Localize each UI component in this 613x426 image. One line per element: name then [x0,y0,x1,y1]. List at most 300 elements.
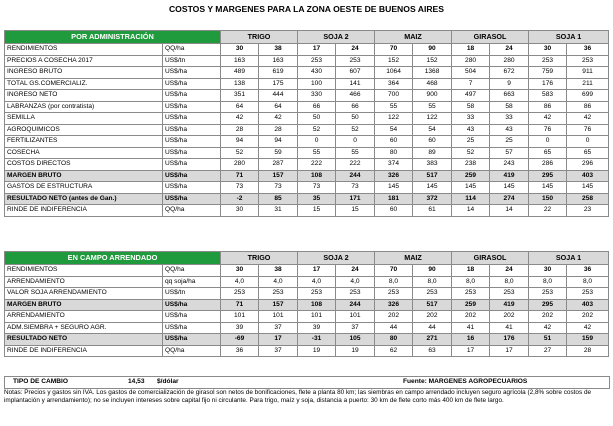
cell-value: 60 [413,136,452,148]
table-row [5,124,609,136]
cell-value: 0 [336,136,375,148]
cell-value: 8,0 [452,276,490,288]
cell-value: 24 [490,44,529,56]
cell-value: 157 [259,299,298,311]
cell-value: 36 [567,265,609,277]
cell-value: 8,0 [490,276,529,288]
cell-value: 259 [452,170,490,182]
cell-value: 253 [336,55,375,67]
cell-value: 145 [375,182,413,194]
cell-value: 700 [375,90,413,102]
cell-value: 55 [413,101,452,113]
table-row [5,67,609,79]
cell-value: 30 [529,44,567,56]
cell-value: 73 [298,182,336,194]
row-unit: qq soja/ha [163,276,221,288]
table-row [5,345,609,357]
cell-value: 76 [567,124,609,136]
cell-value: 39 [221,322,259,334]
cell-value: 43 [452,124,490,136]
cell-value: 14 [452,205,490,217]
cell-value: 18 [452,265,490,277]
arrendado-table [4,251,609,357]
cell-value: 202 [490,311,529,323]
cell-value: 253 [375,288,413,300]
cell-value: 37 [259,345,298,357]
cell-value: 23 [567,205,609,217]
cell-value: 145 [529,182,567,194]
cell-value: 33 [490,113,529,125]
cell-value: 4,0 [259,276,298,288]
cell-value: 1368 [413,67,452,79]
row-unit: US$/ha [163,78,221,90]
row-unit: US$/ha [163,101,221,113]
cell-value: 244 [336,170,375,182]
table-row [5,276,609,288]
cell-value: 163 [259,55,298,67]
cell-value: 55 [336,147,375,159]
cell-value: 202 [529,311,567,323]
cell-value: 18 [452,44,490,56]
cell-value: 17 [490,345,529,357]
cell-value: 517 [413,299,452,311]
row-label: COSTOS DIRECTOS [5,159,163,171]
cell-value: 101 [259,311,298,323]
table-row [5,265,609,277]
cell-value: 259 [452,299,490,311]
cell-value: 15 [298,205,336,217]
cell-value: 94 [221,136,259,148]
table-row [5,334,609,346]
table-row [5,311,609,323]
cell-value: 176 [490,334,529,346]
cell-value: 253 [529,288,567,300]
cell-value: 141 [336,78,375,90]
cell-value: 280 [452,55,490,67]
row-unit: US$/ha [163,147,221,159]
cell-value: -31 [298,334,336,346]
cell-value: 90 [413,265,452,277]
cell-value: 62 [375,345,413,357]
cell-value: 58 [452,101,490,113]
cell-value: 419 [490,299,529,311]
arrendado-section-label: EN CAMPO ARRENDADO [5,252,221,265]
cell-value: 295 [529,299,567,311]
cell-value: 101 [221,311,259,323]
cell-value: 60 [375,136,413,148]
arrendado-header-row [5,252,609,265]
fx-unit: $/dólar [157,378,179,385]
cell-value: 44 [375,322,413,334]
cell-value: 38 [259,44,298,56]
cell-value: 86 [529,101,567,113]
crop-header-trigo: TRIGO [221,31,298,44]
cell-value: 253 [298,288,336,300]
cell-value: 253 [221,288,259,300]
cell-value: 351 [221,90,259,102]
cell-value: 244 [336,299,375,311]
cell-value: 122 [375,113,413,125]
cell-value: 330 [298,90,336,102]
cell-value: 253 [298,55,336,67]
table-row [5,55,609,67]
row-label: INGRESO NETO [5,90,163,102]
row-unit: US$/ha [163,299,221,311]
cell-value: 145 [413,182,452,194]
cell-value: 271 [413,334,452,346]
cell-value: 364 [375,78,413,90]
row-label: GASTOS DE ESTRUCTURA [5,182,163,194]
row-label: RENDIMIENTOS [5,265,163,277]
cell-value: 41 [490,322,529,334]
cell-value: 17 [298,44,336,56]
row-label: COSECHA [5,147,163,159]
cell-value: 86 [567,101,609,113]
cell-value: 163 [221,55,259,67]
cell-value: 403 [567,170,609,182]
cell-value: 30 [221,265,259,277]
cell-value: 66 [336,101,375,113]
cell-value: 222 [336,159,375,171]
row-unit: US$/tn [163,288,221,300]
cell-value: 911 [567,67,609,79]
row-unit: US$/ha [163,90,221,102]
cell-value: 157 [259,170,298,182]
cell-value: 28 [567,345,609,357]
fx-value: 14,53 [128,378,145,385]
cell-value: 54 [375,124,413,136]
cell-value: 94 [259,136,298,148]
table-row [5,136,609,148]
cell-value: 4,0 [298,276,336,288]
cell-value: 202 [567,311,609,323]
cell-value: 466 [336,90,375,102]
cell-value: 114 [452,193,490,205]
cell-value: 759 [529,67,567,79]
cell-value: 101 [336,311,375,323]
row-unit: QQ/ha [163,345,221,357]
cell-value: 44 [413,322,452,334]
cell-value: 100 [298,78,336,90]
row-unit: US$/ha [163,67,221,79]
cell-value: 1064 [375,67,413,79]
table-row [5,170,609,182]
cell-value: 517 [413,170,452,182]
table-row [5,322,609,334]
cell-value: 122 [413,113,452,125]
table-row [5,182,609,194]
cell-value: 253 [567,55,609,67]
row-unit: US$/ha [163,322,221,334]
cell-value: 152 [375,55,413,67]
table-row [5,113,609,125]
row-label: PRECIOS A COSECHA 2017 [5,55,163,67]
row-label: FERTILIZANTES [5,136,163,148]
cell-value: 150 [529,193,567,205]
cell-value: 58 [490,101,529,113]
row-label: ADM.SIEMBRA + SEGURO AGR. [5,322,163,334]
cell-value: 57 [490,147,529,159]
cell-value: 19 [298,345,336,357]
cell-value: 0 [567,136,609,148]
cell-value: 66 [298,101,336,113]
cell-value: 76 [529,124,567,136]
footnotes: Notas: Precios y gastos sin IVA. Los gastos de comercialización de girasol son netos de bonificaciones, flete a planta 80 km; las siembras en campo arrendado incluyen seguro agrícola (2,8% sobre costos de implantación y arrendamiento); no se incluyen intereses sobre capital fijo ni circulante. Para trigo, maíz y soja, distancia a puerto: 30 km de flete corto más 400 km de flete largo. [4,389,592,405]
cell-value: 152 [413,55,452,67]
cell-value: 468 [413,78,452,90]
cell-value: 42 [221,113,259,125]
cell-value: 50 [298,113,336,125]
cell-value: 497 [452,90,490,102]
cell-value: 15 [336,205,375,217]
cell-value: 8,0 [567,276,609,288]
cell-value: 71 [221,299,259,311]
crop-header-girasol: GIRASOL [452,31,529,44]
cell-value: 80 [375,334,413,346]
cell-value: 108 [298,170,336,182]
cell-value: 42 [529,322,567,334]
cell-value: 42 [567,322,609,334]
cell-value: 22 [529,205,567,217]
table-row [5,193,609,205]
cell-value: 71 [221,170,259,182]
crop-header-maiz: MAIZ [375,31,452,44]
cell-value: 4,0 [336,276,375,288]
row-unit: US$/ha [163,159,221,171]
cell-value: 326 [375,299,413,311]
cell-value: 287 [259,159,298,171]
cell-value: 17 [259,334,298,346]
cell-value: 663 [490,90,529,102]
cell-value: 43 [490,124,529,136]
cell-value: 253 [490,288,529,300]
cell-value: 42 [567,113,609,125]
cell-value: 42 [259,113,298,125]
cell-value: 52 [452,147,490,159]
cell-value: 138 [221,78,259,90]
row-label: LABRANZAS (por contratista) [5,101,163,113]
cell-value: 55 [298,147,336,159]
row-label: ARRENDAMIENTO [5,311,163,323]
row-unit: QQ/ha [163,205,221,217]
cell-value: 63 [413,345,452,357]
cell-value: -2 [221,193,259,205]
row-unit: US$/ha [163,170,221,182]
cell-value: 326 [375,170,413,182]
row-unit: US$/ha [163,124,221,136]
row-unit: US$/ha [163,334,221,346]
cell-value: 374 [375,159,413,171]
cell-value: 211 [567,78,609,90]
cell-value: 8,0 [375,276,413,288]
cell-value: 65 [567,147,609,159]
cell-value: 30 [221,205,259,217]
admin-header-row [5,31,609,44]
row-label: RINDE DE INDIFERENCIA [5,345,163,357]
exchange-rate-bar [4,376,610,389]
row-label: MARGEN BRUTO [5,299,163,311]
cell-value: 286 [529,159,567,171]
row-label: RENDIMIENTOS [5,44,163,56]
cell-value: 39 [298,322,336,334]
cell-value: 171 [336,193,375,205]
cell-value: 73 [221,182,259,194]
cell-value: 60 [375,205,413,217]
cell-value: 101 [298,311,336,323]
row-unit: QQ/ha [163,265,221,277]
cell-value: 14 [490,205,529,217]
table-row [5,159,609,171]
cell-value: 51 [529,334,567,346]
admin-section-label: POR ADMINISTRACIÓN [5,31,221,44]
cell-value: 296 [567,159,609,171]
row-label: SEMILLA [5,113,163,125]
cell-value: 607 [336,67,375,79]
table-row [5,299,609,311]
cell-value: 430 [298,67,336,79]
table-row [5,288,609,300]
cell-value: 52 [336,124,375,136]
row-label: AGROQUIMICOS [5,124,163,136]
cell-value: 73 [336,182,375,194]
crop-header-trigo: TRIGO [221,252,298,265]
cell-value: 41 [452,322,490,334]
cell-value: 105 [336,334,375,346]
cell-value: 4,0 [221,276,259,288]
cell-value: 24 [490,265,529,277]
cell-value: 202 [413,311,452,323]
cell-value: 30 [529,265,567,277]
page-title: COSTOS Y MARGENES PARA LA ZONA OESTE DE BUENOS AIRES [168,4,445,14]
cell-value: 145 [490,182,529,194]
row-label: RESULTADO NETO (antes de Gan.) [5,193,163,205]
cell-value: 70 [375,44,413,56]
cell-value: 80 [375,147,413,159]
table-row [5,44,609,56]
cell-value: 50 [336,113,375,125]
cell-value: 64 [221,101,259,113]
cell-value: -69 [221,334,259,346]
cell-value: 0 [529,136,567,148]
cell-value: 253 [567,288,609,300]
cell-value: 52 [221,147,259,159]
cell-value: 253 [529,55,567,67]
cell-value: 90 [413,44,452,56]
cell-value: 403 [567,299,609,311]
cell-value: 24 [336,44,375,56]
cell-value: 65 [529,147,567,159]
cell-value: 145 [567,182,609,194]
cell-value: 489 [221,67,259,79]
cell-value: 24 [336,265,375,277]
row-unit: US$/tn [163,55,221,67]
cell-value: 176 [529,78,567,90]
cell-value: 383 [413,159,452,171]
cell-value: 25 [452,136,490,148]
cell-value: 181 [375,193,413,205]
cell-value: 37 [259,322,298,334]
table-row [5,147,609,159]
cell-value: 31 [259,205,298,217]
cell-value: 222 [298,159,336,171]
cell-value: 258 [567,193,609,205]
cell-value: 52 [298,124,336,136]
cell-value: 36 [567,44,609,56]
cell-value: 28 [259,124,298,136]
cell-value: 30 [221,44,259,56]
cell-value: 274 [490,193,529,205]
row-unit: US$/ha [163,113,221,125]
cell-value: 175 [259,78,298,90]
cell-value: 55 [375,101,413,113]
cell-value: 8,0 [529,276,567,288]
cell-value: 17 [452,345,490,357]
cell-value: 70 [375,265,413,277]
cell-value: 619 [259,67,298,79]
row-unit: QQ/ha [163,44,221,56]
cell-value: 28 [221,124,259,136]
cell-value: 900 [413,90,452,102]
row-label: TOTAL GS.COMERCIALIZ. [5,78,163,90]
cell-value: 253 [259,288,298,300]
crop-header-soja-2: SOJA 2 [298,252,375,265]
crop-header-girasol: GIRASOL [452,252,529,265]
cell-value: 280 [490,55,529,67]
crop-header-soja-2: SOJA 2 [298,31,375,44]
row-label: VALOR SOJA ARRENDAMIENTO [5,288,163,300]
row-unit: US$/ha [163,136,221,148]
row-label: RINDE DE INDIFERENCIA [5,205,163,217]
source-note: Fuente: MARGENES AGROPECUARIOS [403,378,528,385]
cell-value: 238 [452,159,490,171]
crop-header-soja-1: SOJA 1 [529,31,609,44]
cell-value: 419 [490,170,529,182]
cell-value: 444 [259,90,298,102]
row-label: ARRENDAMIENTO [5,276,163,288]
cell-value: 16 [452,334,490,346]
cell-value: 61 [413,205,452,217]
cell-value: 85 [259,193,298,205]
table-row [5,101,609,113]
cell-value: 8,0 [413,276,452,288]
cell-value: 37 [336,322,375,334]
cell-value: 25 [490,136,529,148]
cell-value: 253 [452,288,490,300]
cell-value: 159 [567,334,609,346]
cell-value: 145 [452,182,490,194]
cell-value: 27 [529,345,567,357]
cell-value: 42 [529,113,567,125]
cell-value: 89 [413,147,452,159]
fx-label: TIPO DE CAMBIO [13,378,68,385]
row-unit: US$/ha [163,193,221,205]
cell-value: 17 [298,265,336,277]
cell-value: 33 [452,113,490,125]
row-unit: US$/ha [163,182,221,194]
row-label: INGRESO BRUTO [5,67,163,79]
cell-value: 36 [221,345,259,357]
cell-value: 583 [529,90,567,102]
row-unit: US$/ha [163,311,221,323]
cell-value: 295 [529,170,567,182]
admin-table [4,30,609,217]
cell-value: 253 [336,288,375,300]
cell-value: 372 [413,193,452,205]
row-label: MARGEN BRUTO [5,170,163,182]
cell-value: 0 [298,136,336,148]
table-row [5,78,609,90]
cell-value: 73 [259,182,298,194]
